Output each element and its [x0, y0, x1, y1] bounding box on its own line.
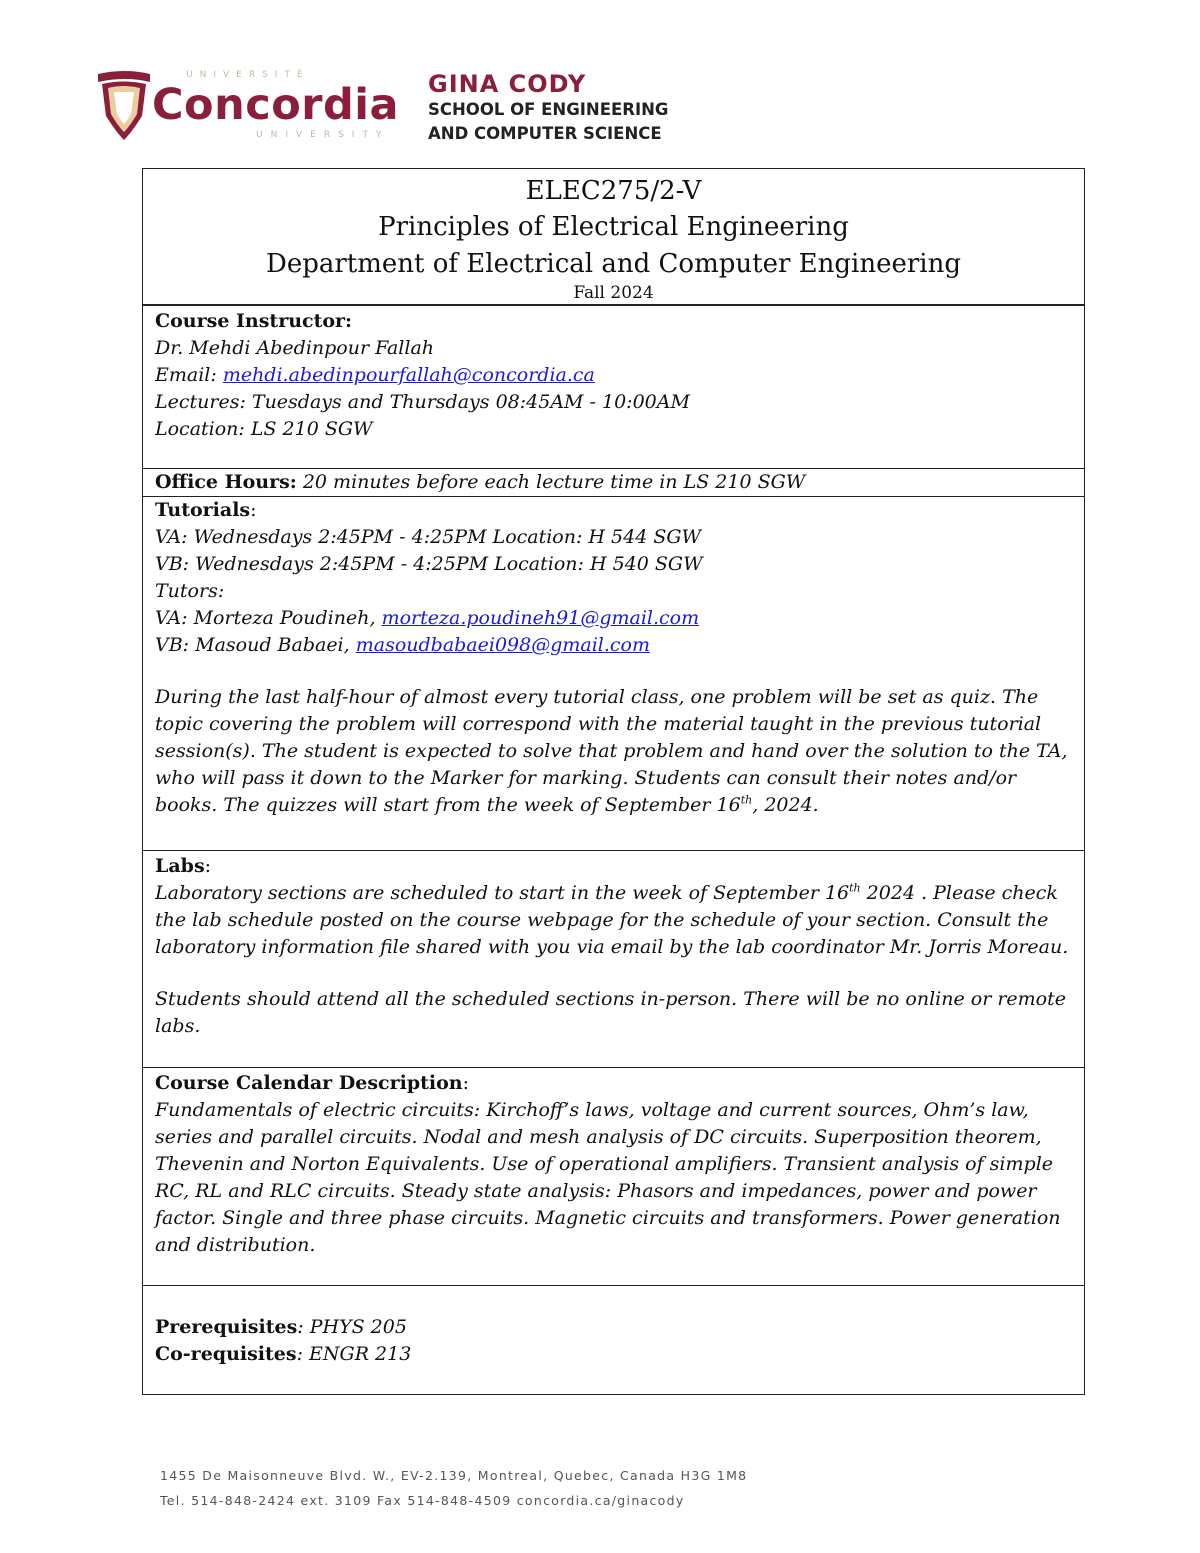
- calendar-heading: [155, 1070, 1072, 1097]
- instructor-email-link[interactable]: mehdi.abedinpourfallah@concordia.ca: [222, 364, 595, 386]
- corequisites-row: [155, 1341, 1072, 1368]
- labs-p1-b: 2024 . Please check the lab schedule posted on the course webpage for the schedule of your section. Consult the laboratory information file shared with you via email by the lab coordinator Mr. Jorris Moreau.: [155, 882, 1069, 958]
- concordia-shield-icon: [96, 70, 152, 142]
- prerequisites-label: Prerequisites: [155, 1316, 298, 1338]
- tutor-va-email-link[interactable]: morteza.poudineh91@gmail.com: [381, 607, 700, 629]
- labs-p1-a: Laboratory sections are scheduled to start in the week of September 16: [155, 882, 850, 904]
- school-line2: AND COMPUTER SCIENCE: [428, 124, 662, 143]
- course-outline-table: [142, 168, 1085, 1395]
- prerequisites-row: [155, 1314, 1072, 1341]
- labs-colon: :: [204, 855, 212, 877]
- university-english-label: UNIVERSITY: [256, 130, 390, 140]
- course-name: Principles of Electrical Engineering: [378, 212, 849, 242]
- tutor-va-row: [155, 605, 1072, 632]
- department-name: Department of Electrical and Computer Engineering: [266, 249, 961, 279]
- university-french-label: UNIVERSITÉ: [186, 70, 310, 80]
- tutors-label: Tutors:: [155, 580, 225, 602]
- quiz-sup: th: [740, 793, 753, 807]
- corequisites-label: Co-requisites: [155, 1343, 297, 1365]
- requisites-section: [143, 1286, 1084, 1394]
- instructor-name: Dr. Mehdi Abedinpour Fallah: [155, 337, 435, 359]
- labs-heading: [155, 853, 1072, 880]
- tutor-vb-name: VB: Masoud Babaei,: [155, 634, 356, 656]
- corequisites-value: : ENGR 213: [296, 1343, 412, 1365]
- labs-p1-sup: th: [849, 881, 861, 895]
- prerequisites-value: : PHYS 205: [297, 1316, 407, 1338]
- labs-section: [143, 851, 1084, 1068]
- lectures-schedule: Lectures: Tuesdays and Thursdays 08:45AM - 10:00AM: [155, 391, 690, 413]
- office-hours-text: 20 minutes before each lecture time in LS 210 SGW: [296, 471, 806, 493]
- title-section: [143, 169, 1084, 306]
- school-logo: [428, 70, 668, 146]
- course-code: ELEC275/2-V: [525, 176, 702, 206]
- instructor-label: Course Instructor:: [155, 310, 353, 332]
- school-line1: SCHOOL OF ENGINEERING: [428, 100, 669, 119]
- concordia-wordmark: Concordia: [152, 80, 399, 130]
- instructor-email-row: [155, 362, 1072, 389]
- labs-paragraph-2: Students should attend all the scheduled sections in-person. There will be no online or remote labs.: [155, 988, 1066, 1037]
- tutorials-label: Tutorials: [155, 499, 251, 521]
- tutor-va-name: VA: Morteza Poudineh,: [155, 607, 382, 629]
- quiz-text: During the last half-hour of almost every tutorial class, one problem will be set as quiz. The topic covering the problem will correspond with the material taught in the previous tutorial session(s). The student is expected to solve that problem and hand over the solution to the TA, who will pass it down to the Marker for marking. Students can consult their notes and/or books. The quizzes will start from the week of September 16: [155, 686, 1068, 816]
- instructor-section: [143, 306, 1084, 469]
- tutorials-section: [143, 497, 1084, 851]
- calendar-text: Fundamentals of electric circuits: Kirchoff’s laws, voltage and current sources, Ohm’s law, series and parallel circuits. Nodal and mesh analysis of DC circuits. Superposition theorem, Thevenin and Norton Equivalents. Use of operational amplifiers. Transient analysis of simple RC, RL and RLC circuits. Steady state analysis: Phasors and impedances, power and power factor. Single and three phase circuits. Magnetic circuits and transformers. Power generation and distribution.: [155, 1099, 1061, 1256]
- labs-label: Labs: [155, 855, 205, 877]
- calendar-description-section: [143, 1068, 1084, 1286]
- tutor-vb-email-link[interactable]: masoudbabaei098@gmail.com: [355, 634, 651, 656]
- quiz-paragraph: [155, 684, 1072, 819]
- lecture-location: Location: LS 210 SGW: [155, 418, 373, 440]
- tutorial-vb: VB: Wednesdays 2:45PM - 4:25PM Location: H 540 SGW: [155, 553, 703, 575]
- labs-paragraph-1: [155, 880, 1072, 961]
- calendar-label: Course Calendar Description: [155, 1072, 463, 1094]
- school-name: GINA CODY: [428, 70, 587, 98]
- footer-address: [160, 1463, 747, 1513]
- office-hours-section: [143, 469, 1084, 497]
- footer-line-2: Tel. 514-848-2424 ext. 3109 Fax 514-848-4509 concordia.ca/ginacody: [160, 1493, 685, 1508]
- tutorials-heading: [155, 497, 1072, 524]
- footer-line-1: 1455 De Maisonneuve Blvd. W., EV-2.139, Montreal, Quebec, Canada H3G 1M8: [160, 1468, 748, 1483]
- tutor-vb-row: [155, 632, 1072, 659]
- quiz-end: , 2024.: [752, 794, 819, 816]
- office-hours-label: Office Hours:: [155, 471, 297, 493]
- tutorials-colon: :: [250, 499, 257, 521]
- term: Fall 2024: [573, 283, 654, 303]
- calendar-colon: :: [462, 1072, 470, 1094]
- tutorial-va: VA: Wednesdays 2:45PM - 4:25PM Location: H 544 SGW: [155, 526, 702, 548]
- email-label: Email:: [155, 364, 223, 386]
